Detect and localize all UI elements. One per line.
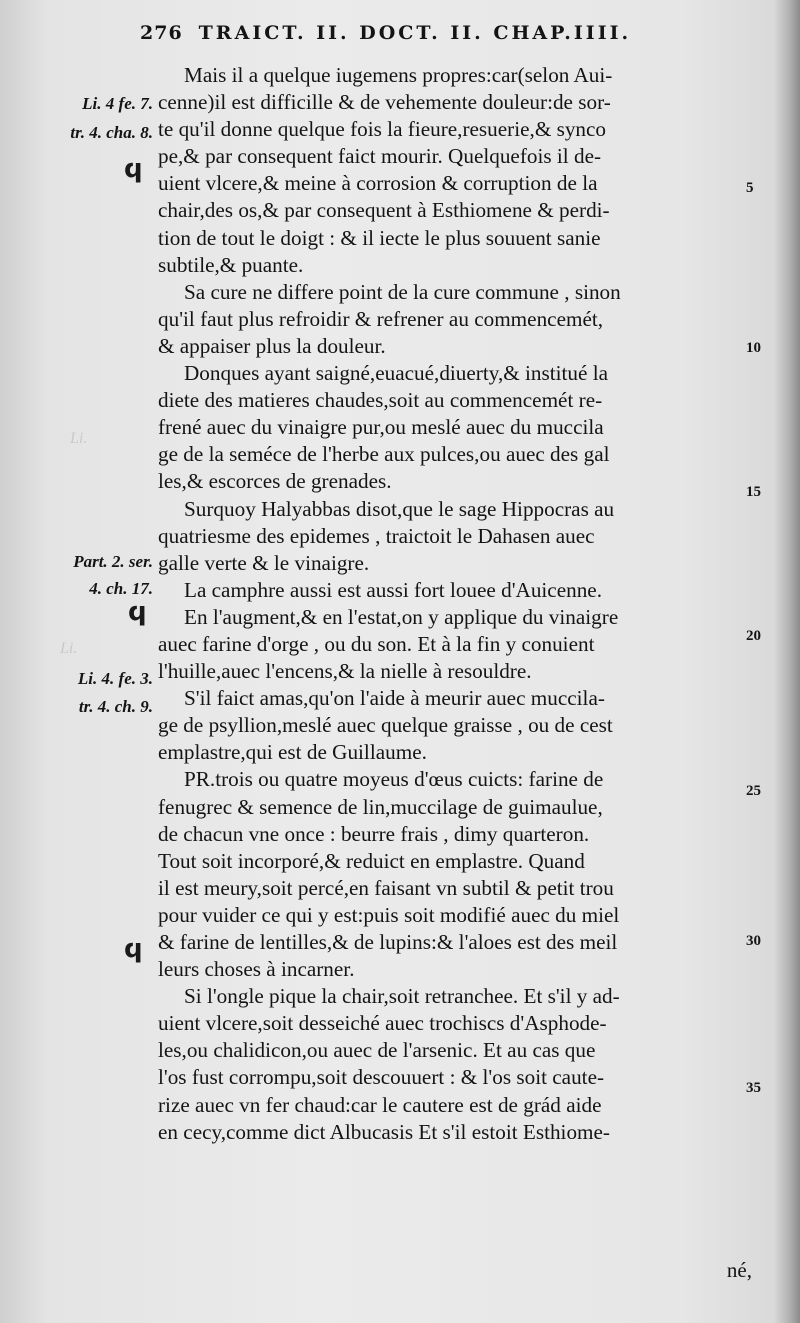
margin-reference: 4. ch. 17. [89, 579, 153, 598]
line-number: 5 [746, 180, 754, 196]
line-number: 10 [746, 340, 761, 356]
text-line: uient vlcere,soit desseiché auec trochiscs d'Asphode- [158, 1011, 607, 1036]
text-line: Si l'ongle pique la chair,soit retranchee. Et s'il y ad- [184, 984, 620, 1009]
text-line: rize auec vn fer chaud:car le cautere est de grád aide [158, 1092, 602, 1117]
text-line: & appaiser plus la douleur. [158, 333, 386, 358]
text-line: frené auec du vinaigre pur,ou meslé auec du muccila [158, 415, 604, 440]
margin-reference: Li. 4 fe. 7. [82, 94, 153, 113]
line-number: 25 [746, 783, 761, 799]
running-header [140, 22, 740, 44]
handwritten-mark: ϥ [124, 154, 143, 184]
text-line: qu'il faut plus refroidir & refrener au commencemét, [158, 306, 604, 331]
text-line: ge de psyllion,meslé auec quelque graisse , ou de cest [158, 713, 613, 738]
handwritten-mark: ϥ [124, 934, 143, 964]
text-line: cenne)il est difficille & de vehemente douleur:de sor- [158, 90, 611, 115]
text-line: En l'augment,& en l'estat,on y applique du vinaigre [184, 604, 619, 629]
bleed-through-mark: Li. [70, 430, 88, 447]
text-line: Surquoy Halyabbas disot,que le sage Hippocras au [184, 496, 615, 521]
text-line: te qu'il donne quelque fois la fieure,resuerie,& synco [158, 117, 607, 142]
text-line: subtile,& puante. [158, 252, 304, 277]
main-text-block [158, 62, 758, 1146]
text-line: uient vlcere,& meine à corrosion & corruption de la [158, 171, 598, 196]
line-number: 35 [746, 1080, 761, 1096]
text-line: diete des matieres chaudes,soit au commencemét re- [158, 388, 603, 413]
bleed-through-mark: Li. [60, 640, 78, 657]
text-line: pour vuider ce qui y est:puis soit modifié auec du miel [158, 902, 620, 927]
margin-reference: tr. 4. cha. 8. [70, 123, 153, 142]
text-line: les,ou chalidicon,ou auec de l'arsenic. Et au cas que [158, 1038, 596, 1063]
running-title: TRAICT. II. DOCT. II. CHAP.IIII. [198, 22, 632, 44]
text-line: & farine de lentilles,& de lupins:& l'aloes est des meil [158, 930, 618, 954]
text-line: de chacun vne once : beurre frais , dimy quarteron. [158, 821, 590, 846]
margin-reference: Part. 2. ser. [73, 552, 153, 571]
text-line: emplastre,qui est de Guillaume. [158, 740, 427, 765]
text-line: fenugrec & semence de lin,muccilage de guimaulue, [158, 794, 603, 819]
text-line: pe,& par consequent faict mourir. Quelquefois il de- [158, 144, 602, 169]
text-line: leurs choses à incarner. [158, 957, 355, 982]
text-line: Mais il a quelque iugemens propres:car(selon Aui- [184, 63, 613, 87]
text-line: en cecy,comme dict Albucasis Et s'il estoit Esthiome- [158, 1119, 610, 1144]
text-line: PR.trois ou quatre moyeus d'œus cuicts: farine de [184, 767, 604, 792]
line-number: 30 [746, 933, 761, 949]
handwritten-mark: ϥ [128, 597, 147, 627]
text-line: auec farine d'orge , ou du son. Et à la fin y conuient [158, 631, 595, 656]
text-line: Sa cure ne differe point de la cure commune , sinon [184, 279, 621, 304]
margin-reference: Li. 4. fe. 3. [77, 669, 153, 688]
text-line: il est meury,soit percé,en faisant vn subtil & petit trou [158, 875, 614, 900]
text-line: l'os fust corrompu,soit descouuert : & l'os soit caute- [158, 1065, 605, 1090]
text-line: La camphre aussi est aussi fort louee d'Auicenne. [184, 577, 603, 602]
text-line: Donques ayant saigné,euacué,diuerty,& institué la [184, 361, 609, 386]
text-line: S'il faict amas,qu'on l'aide à meurir auec muccila- [184, 686, 605, 711]
catchword: né, [726, 1258, 752, 1282]
line-number: 15 [746, 484, 761, 500]
text-line: ge de la seméce de l'herbe aux pulces,ou auec des gal [158, 442, 610, 467]
text-line: Tout soit incorporé,& reduict en emplastre. Quand [158, 848, 585, 873]
margin-reference: tr. 4. ch. 9. [78, 697, 153, 716]
text-line: galle verte & le vinaigre. [158, 550, 370, 575]
text-line: l'huille,auec l'encens,& la nielle à resouldre. [158, 659, 532, 684]
page-number: 276 [140, 22, 183, 44]
text-line: tion de tout le doigt : & il iecte le plus souuent sanie [158, 225, 601, 250]
text-line: quatriesme des epidemes , traictoit le Dahasen auec [158, 523, 595, 548]
text-line: chair,des os,& par consequent à Esthiomene & perdi- [158, 198, 610, 223]
page-gutter-shadow [774, 0, 800, 1323]
line-number: 20 [746, 628, 761, 644]
text-line: les,& escorces de grenades. [158, 469, 392, 494]
